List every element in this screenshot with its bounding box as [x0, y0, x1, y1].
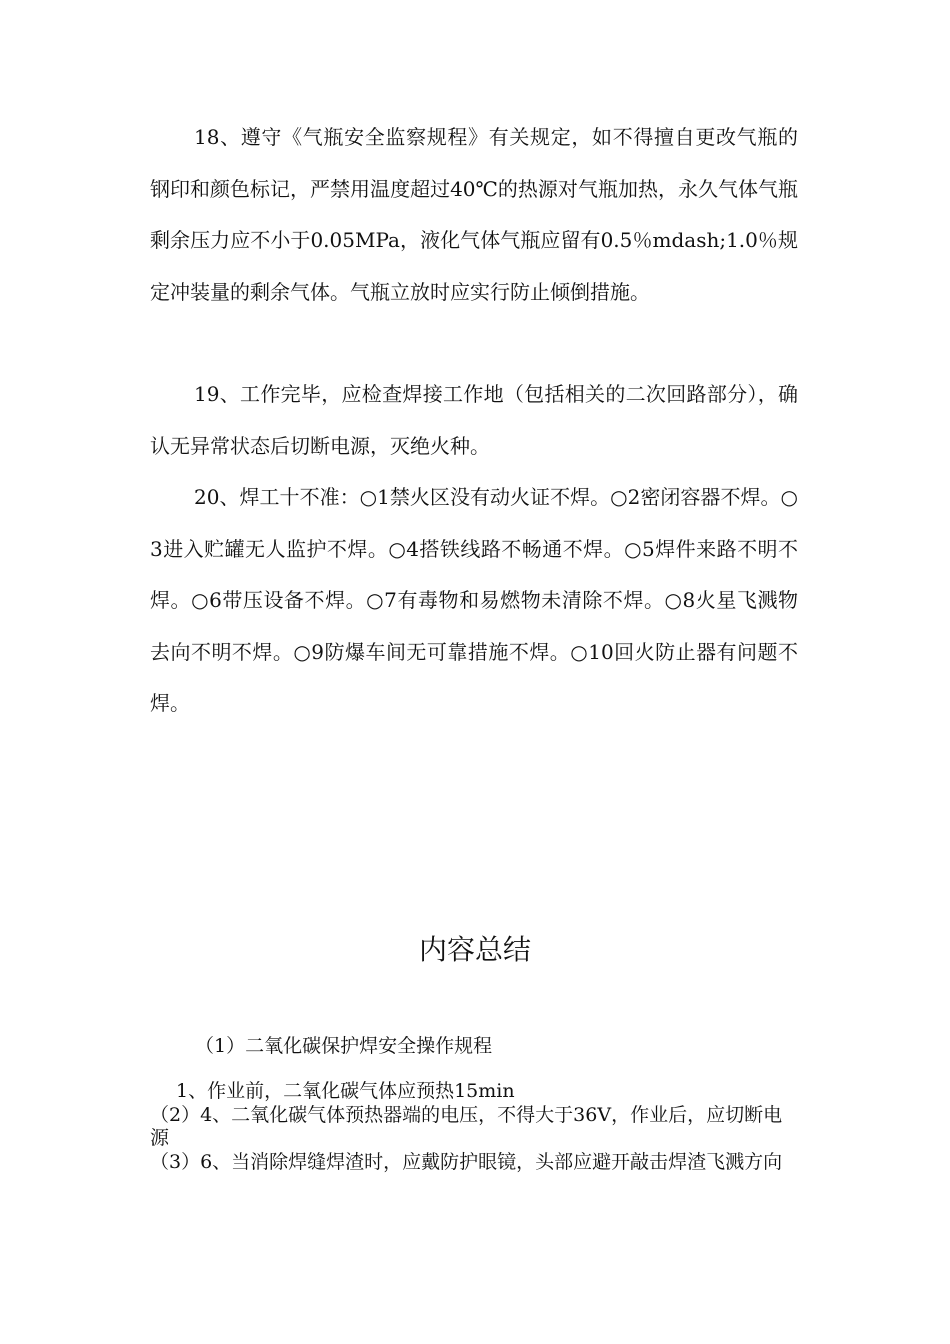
paragraph-20: 20、焊工十不准：○1禁火区没有动火证不焊。○2密闭容器不焊。○3进入贮罐无人监护不焊。○4搭铁线路不畅通不焊。○5焊件来路不明不焊。○6带压设备不焊。○7有毒物和易燃物未清除不焊。○8火星飞溅物去向不明不焊。○9防爆车间无可靠措施不焊。○10回火防止器有问题不焊。: [150, 485, 798, 715]
summary-line: （2）4、二氧化碳气体预热器端的电压，不得大于36V，作业后，应切断电源: [150, 1103, 783, 1149]
summary-lines: [150, 1080, 800, 1174]
summary-item-1: （1）二氧化碳保护焊安全操作规程: [195, 1035, 493, 1057]
summary-title: 内容总结: [418, 933, 531, 966]
summary-line: 1、作业前，二氧化碳气体应预热15min: [176, 1080, 515, 1102]
paragraph-18: 18、遵守《气瓶安全监察规程》有关规定，如不得擅自更改气瓶的钢印和颜色标记，严禁用温度超过40℃的热源对气瓶加热，永久气体气瓶剩余压力应不小于0.05MPa，液化气体气瓶应留有0.5％mdash;1.0％规定冲装量的剩余气体。气瓶立放时应实行防止倾倒措施。: [150, 125, 798, 304]
paragraph-19: 19、工作完毕，应检查焊接工作地（包括相关的二次回路部分），确认无异常状态后切断电源，灭绝火种。: [150, 382, 798, 458]
summary-line: （3）6、当消除焊缝焊渣时，应戴防护眼镜，头部应避开敲击焊渣飞溅方向: [150, 1150, 783, 1173]
